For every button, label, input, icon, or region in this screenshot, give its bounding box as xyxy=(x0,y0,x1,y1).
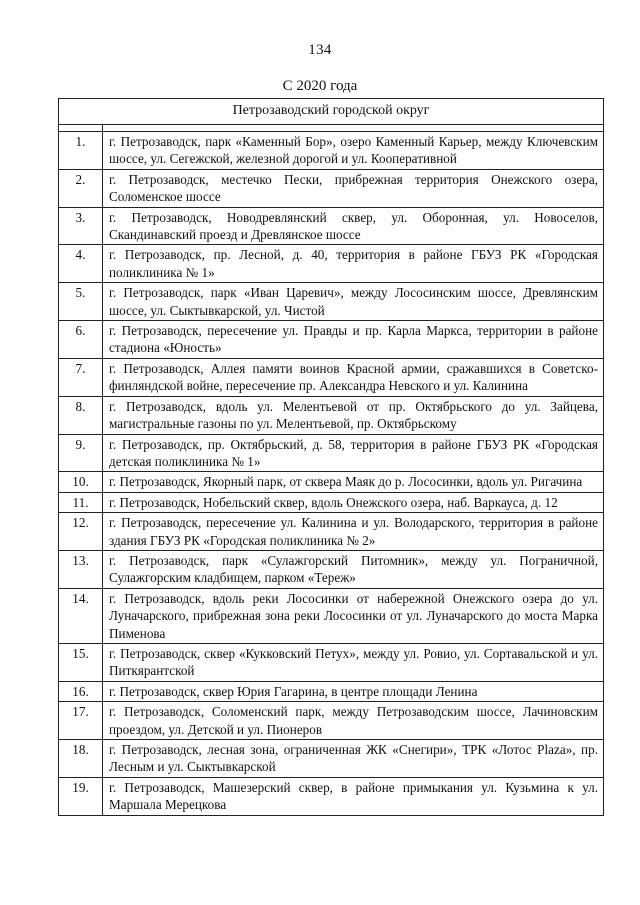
row-number: 12. xyxy=(59,513,103,551)
page-number: 134 xyxy=(308,42,332,58)
location-description: г. Петрозаводск, Нобельский сквер, вдоль Онежского озера, наб. Варкауса, д. 12 xyxy=(103,492,604,512)
table-row xyxy=(59,550,604,588)
row-number: 15. xyxy=(59,643,103,681)
location-description: г. Петрозаводск, Аллея памяти воинов Красной армии, сражавшихся в Советско-финляндской войне, пересечение пр. Александра Невского и ул. Калинина xyxy=(103,358,604,396)
location-description: г. Петрозаводск, местечко Пески, прибрежная территория Онежского озера, Соломенское шоссе xyxy=(103,169,604,207)
table-row xyxy=(59,492,604,512)
table-row xyxy=(59,132,604,170)
table-row xyxy=(59,245,604,283)
row-number: 2. xyxy=(59,169,103,207)
since-year-heading: С 2020 года xyxy=(282,78,358,94)
table-row xyxy=(59,434,604,472)
table-row xyxy=(59,588,604,643)
table-row xyxy=(59,321,604,359)
table-row xyxy=(59,169,604,207)
table-spacer-row xyxy=(59,125,604,132)
spacer-cell xyxy=(103,125,604,132)
location-description: г. Петрозаводск, вдоль реки Лососинки от набережной Онежского озера до ул. Луначарского, прибрежная зона реки Лососинки от ул. Луначарского до моста Марка Пименова xyxy=(103,588,604,643)
row-number: 11. xyxy=(59,492,103,512)
table-row xyxy=(59,643,604,681)
row-number: 16. xyxy=(59,681,103,701)
row-number: 14. xyxy=(59,588,103,643)
row-number: 13. xyxy=(59,550,103,588)
spacer-cell xyxy=(59,125,103,132)
location-description: г. Петрозаводск, пересечение ул. Правды и пр. Карла Маркса, территории в районе стадиона «Юность» xyxy=(103,321,604,359)
table-row xyxy=(59,702,604,740)
table-row xyxy=(59,472,604,492)
parks-table-body xyxy=(59,125,604,816)
row-number: 7. xyxy=(59,358,103,396)
row-number: 6. xyxy=(59,321,103,359)
region-title: Петрозаводский городской округ xyxy=(58,98,604,124)
table-row xyxy=(59,207,604,245)
table-row xyxy=(59,513,604,551)
table-row xyxy=(59,681,604,701)
row-number: 10. xyxy=(59,472,103,492)
parks-table xyxy=(58,124,604,816)
table-row xyxy=(59,396,604,434)
location-description: г. Петрозаводск, вдоль ул. Мелентьевой от пр. Октябрьского до ул. Зайцева, магистральные газоны по ул. Мелентьевой, пр. Октябрьскому xyxy=(103,396,604,434)
location-description: г. Петрозаводск, парк «Каменный Бор», озеро Каменный Карьер, между Ключевским шоссе, ул. Сегежской, железной дорогой и ул. Кооперативной xyxy=(103,132,604,170)
table-row xyxy=(59,740,604,778)
row-number: 3. xyxy=(59,207,103,245)
location-description: г. Петрозаводск, пр. Октябрьский, д. 58, территория в районе ГБУЗ РК «Городская детская поликлиника № 1» xyxy=(103,434,604,472)
location-description: г. Петрозаводск, сквер Юрия Гагарина, в центре площади Ленина xyxy=(103,681,604,701)
row-number: 8. xyxy=(59,396,103,434)
location-description: г. Петрозаводск, лесная зона, ограниченная ЖК «Снегири», ТРК «Лотос Plaza», пр. Лесным и ул. Сыктывкарской xyxy=(103,740,604,778)
row-number: 9. xyxy=(59,434,103,472)
table-row xyxy=(59,777,604,815)
row-number: 18. xyxy=(59,740,103,778)
location-description: г. Петрозаводск, пересечение ул. Калинина и ул. Володарского, территория в районе здания ГБУЗ РК «Городская поликлиника № 2» xyxy=(103,513,604,551)
table-row xyxy=(59,283,604,321)
row-number: 19. xyxy=(59,777,103,815)
location-description: г. Петрозаводск, сквер «Кукковский Петух», между ул. Ровио, ул. Сортавальской и ул. Питкярантской xyxy=(103,643,604,681)
location-description: г. Петрозаводск, Якорный парк, от сквера Маяк до р. Лососинки, вдоль ул. Ригачина xyxy=(103,472,604,492)
row-number: 5. xyxy=(59,283,103,321)
location-description: г. Петрозаводск, Соломенский парк, между Петрозаводским шоссе, Лачиновским проездом, ул. Детской и ул. Пионеров xyxy=(103,702,604,740)
location-description: г. Петрозаводск, парк «Сулажгорский Питомник», между ул. Пограничной, Сулажгорским кладбищем, парком «Тереж» xyxy=(103,550,604,588)
location-description: г. Петрозаводск, пр. Лесной, д. 40, территория в районе ГБУЗ РК «Городская поликлиника № 1» xyxy=(103,245,604,283)
table-row xyxy=(59,358,604,396)
location-description: г. Петрозаводск, парк «Иван Царевич», между Лососинским шоссе, Древлянским шоссе, ул. Сыктывкарской, ул. Чистой xyxy=(103,283,604,321)
location-description: г. Петрозаводск, Новодревлянский сквер, ул. Оборонная, ул. Новоселов, Скандинавский проезд и Древлянское шоссе xyxy=(103,207,604,245)
row-number: 17. xyxy=(59,702,103,740)
location-description: г. Петрозаводск, Машезерский сквер, в районе примыкания ул. Кузьмина к ул. Маршала Мерецкова xyxy=(103,777,604,815)
row-number: 1. xyxy=(59,132,103,170)
row-number: 4. xyxy=(59,245,103,283)
